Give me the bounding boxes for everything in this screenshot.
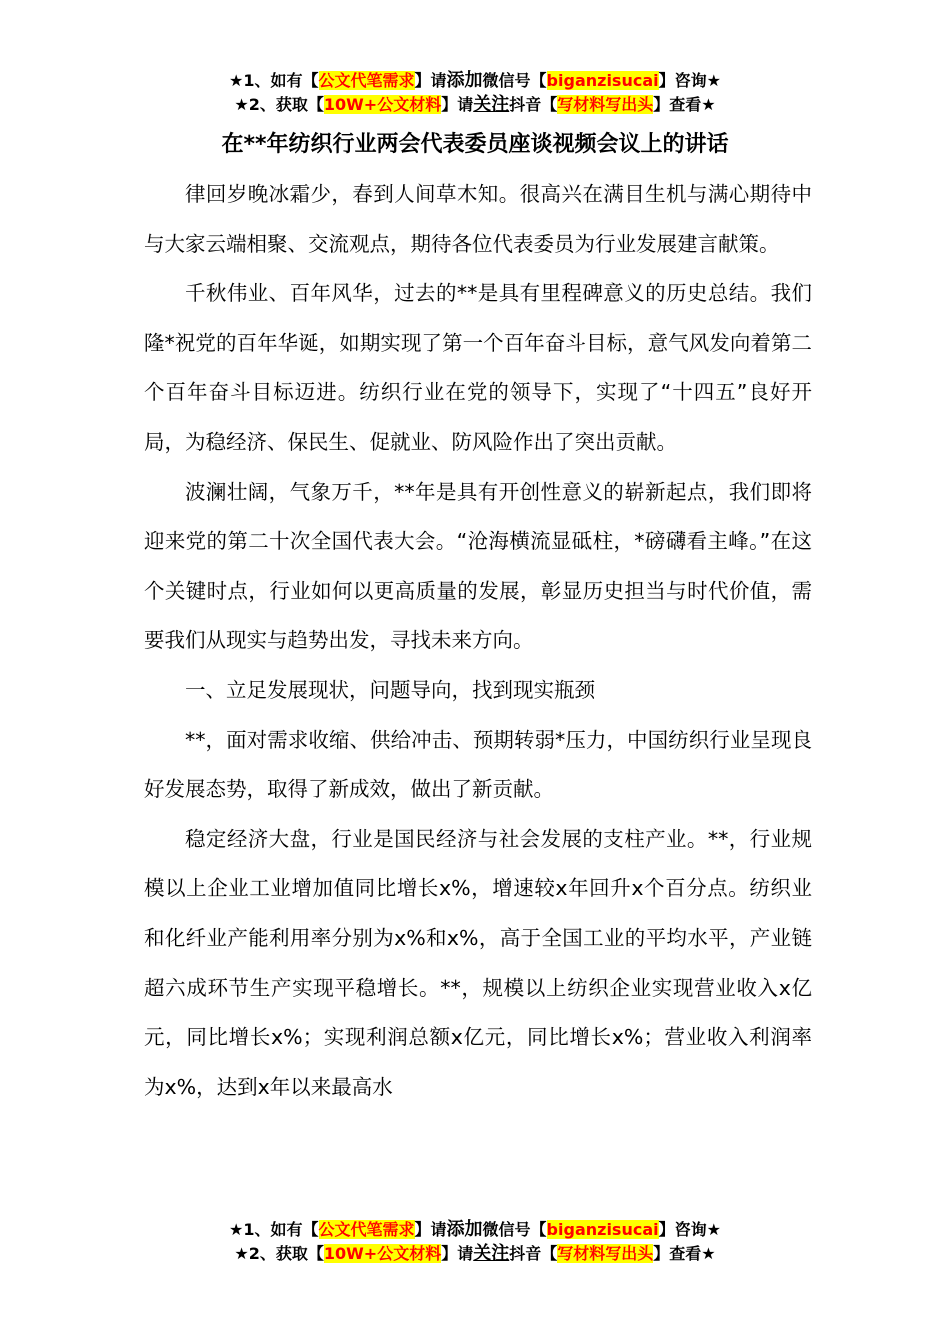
promo-text: 】请 — [414, 71, 447, 90]
promo-wechat-id: biganzisucai — [546, 71, 659, 90]
paragraph: 波澜壮阔，气象万千，**年是具有开创性意义的崭新起点，我们即将迎来党的第二十次全国代表大会。“沧海横流显砥柱，*磅礴看主峰。”在这个关键时点，行业如何以更高质量的发展，彰显历史担当与时代价值，需要我们从现实与趋势出发，寻找未来方向。 — [144, 479, 812, 653]
promo-line-2 — [0, 93, 950, 117]
promo-text: 】请 — [414, 1220, 447, 1239]
promo-line-1 — [0, 69, 950, 93]
promo-text: 抖音【 — [509, 1244, 558, 1263]
promo-suffix: 】咨询★ — [658, 1220, 721, 1239]
promo-prefix: ★2、获取【 — [234, 1244, 324, 1263]
promo-prefix: ★1、如有【 — [229, 1220, 319, 1239]
paragraph: 千秋伟业、百年风华，过去的**是具有里程碑意义的历史总结。我们隆*祝党的百年华诞，如期实现了第一个百年奋斗目标，意气风发向着第二个百年奋斗目标迈进。纺织行业在党的领导下，实现了“十四五”良好开局，为稳经济、保民生、促就业、防风险作出了突出贡献。 — [144, 281, 812, 454]
document-body — [144, 170, 812, 1112]
promo-highlight: 公文代笔需求 — [318, 1220, 415, 1239]
promo-highlight: 公文代笔需求 — [318, 71, 415, 90]
promo-suffix: 】咨询★ — [658, 71, 721, 90]
promo-douyin-id: 写材料写出头 — [557, 95, 654, 114]
promo-line-1 — [0, 1218, 950, 1242]
promo-text: 】请 — [441, 95, 474, 114]
promo-highlight: 10W+公文材料 — [323, 95, 442, 114]
promo-text: 微信号【 — [482, 71, 547, 90]
promo-prefix: ★1、如有【 — [229, 71, 319, 90]
promo-suffix: 】查看★ — [653, 95, 716, 114]
bottom-promo-banner — [0, 1218, 950, 1266]
promo-wechat-id: biganzisucai — [546, 1220, 659, 1239]
promo-emphasis: 添加 — [446, 1219, 483, 1240]
promo-text: 抖音【 — [509, 95, 558, 114]
promo-emphasis: 添加 — [446, 70, 483, 91]
promo-line-2 — [0, 1242, 950, 1266]
paragraph: 稳定经济大盘，行业是国民经济与社会发展的支柱产业。**，行业规模以上企业工业增加值同比增长x%，增速较x年回升x个百分点。纺织业和化纤业产能利用率分别为x%和x%，高于全国工业的平均水平，产业链超六成环节生产实现平稳增长。**，规模以上纺织企业实现营业收入x亿元，同比增长x%；实现利润总额x亿元，同比增长x%；营业收入利润率为x%，达到x年以来最高水 — [144, 826, 812, 1099]
paragraph: **，面对需求收缩、供给冲击、预期转弱*压力，中国纺织行业呈现良好发展态势，取得了新成效，做出了新贡献。 — [144, 727, 812, 802]
promo-emphasis: 关注 — [473, 1243, 510, 1264]
promo-prefix: ★2、获取【 — [234, 95, 324, 114]
top-promo-banner — [0, 69, 950, 117]
promo-suffix: 】查看★ — [653, 1244, 716, 1263]
promo-highlight: 10W+公文材料 — [323, 1244, 442, 1263]
promo-text: 】请 — [441, 1244, 474, 1263]
document-title: 在**年纺织行业两会代表委员座谈视频会议上的讲话 — [221, 132, 729, 157]
paragraph: 律回岁晚冰霜少，春到人间草木知。很高兴在满目生机与满心期待中与大家云端相聚、交流观点，期待各位代表委员为行业发展建言献策。 — [144, 182, 812, 256]
section-heading: 一、立足发展现状，问题导向，找到现实瓶颈 — [185, 677, 595, 702]
promo-douyin-id: 写材料写出头 — [557, 1244, 654, 1263]
promo-text: 微信号【 — [482, 1220, 547, 1239]
promo-emphasis: 关注 — [473, 94, 510, 115]
